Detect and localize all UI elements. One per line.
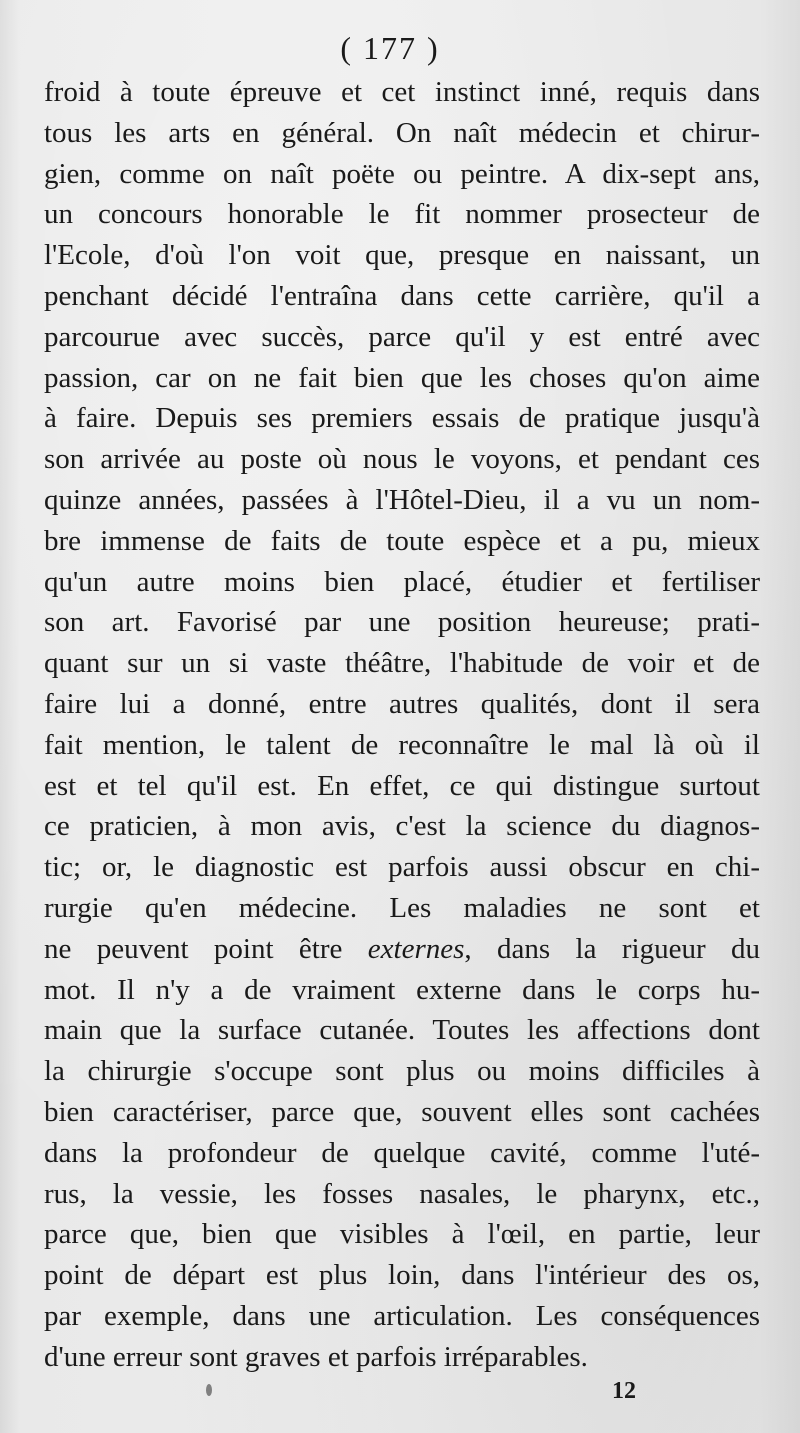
text-line: penchant décidé l'entraîna dans cette carrière, qu'il a: [44, 279, 760, 312]
body-paragraph: [44, 72, 760, 1378]
text-line: ce praticien, à mon avis, c'est la science du diagnos-: [44, 810, 760, 843]
text-line: l'Ecole, d'où l'on voit que, presque en naissant, un: [44, 239, 760, 272]
text-line: tic; or, le diagnostic est parfois aussi obscur en chi-: [44, 851, 760, 884]
italic-term: externes: [367, 932, 465, 965]
text-line: bre immense de faits de toute espèce et a pu, mieux: [44, 524, 760, 557]
text-line: la chirurgie s'occupe sont plus ou moins difficiles à: [44, 1055, 760, 1088]
text-line: rus, la vessie, les fosses nasales, le pharynx, etc.,: [44, 1177, 760, 1210]
text-line: rurgie qu'en médecine. Les maladies ne sont et: [44, 891, 760, 924]
text-line: son art. Favorisé par une position heureuse; prati-: [44, 606, 760, 639]
text-line: main que la surface cutanée. Toutes les affections dont: [44, 1014, 760, 1047]
text-line: quant sur un si vaste théâtre, l'habitude de voir et de: [44, 647, 760, 680]
text-line: est et tel qu'il est. En effet, ce qui distingue surtout: [44, 769, 760, 802]
text-line: quinze années, passées à l'Hôtel-Dieu, il a vu un nom-: [44, 483, 760, 516]
ink-speck: [206, 1384, 212, 1396]
text-segment: ne peuvent point être: [44, 932, 368, 965]
text-line: gien, comme on naît poëte ou peintre. A dix-sept ans,: [44, 157, 760, 190]
text-line: par exemple, dans une articulation. Les conséquences: [44, 1299, 760, 1332]
text-segment: , dans la rigueur du: [464, 932, 760, 965]
text-line: fait mention, le talent de reconnaître le mal là où il: [44, 728, 760, 761]
text-line: qu'un autre moins bien placé, étudier et fertiliser: [44, 565, 760, 598]
text-line: à faire. Depuis ses premiers essais de pratique jusqu'à: [44, 402, 760, 435]
text-line: parce que, bien que visibles à l'œil, en partie, leur: [44, 1218, 760, 1251]
text-line: faire lui a donné, entre autres qualités, dont il sera: [44, 687, 760, 720]
text-line: un concours honorable le fit nommer prosecteur de: [44, 198, 760, 231]
text-line: passion, car on ne fait bien que les choses qu'on aime: [44, 361, 760, 394]
text-line-with-italic: [44, 929, 760, 970]
text-line: bien caractériser, parce que, souvent elles sont cachées: [44, 1095, 760, 1128]
text-line: point de départ est plus loin, dans l'intérieur des os,: [44, 1259, 760, 1292]
page-number: ( 177 ): [340, 30, 440, 66]
text-line: mot. Il n'y a de vraiment externe dans le corps hu-: [44, 973, 760, 1006]
text-line: froid à toute épreuve et cet instinct inné, requis dans: [44, 76, 760, 108]
text-line-last: d'une erreur sont graves et parfois irréparables.: [44, 1340, 588, 1373]
text-line: parcourue avec succès, parce qu'il y est entré avec: [44, 320, 760, 353]
text-line: son arrivée au poste où nous le voyons, et pendant ces: [44, 443, 760, 476]
text-line: tous les arts en général. On naît médecin et chirur-: [44, 116, 760, 149]
text-line: dans la profondeur de quelque cavité, comme l'uté-: [44, 1136, 760, 1169]
signature-mark: 12: [612, 1378, 636, 1404]
